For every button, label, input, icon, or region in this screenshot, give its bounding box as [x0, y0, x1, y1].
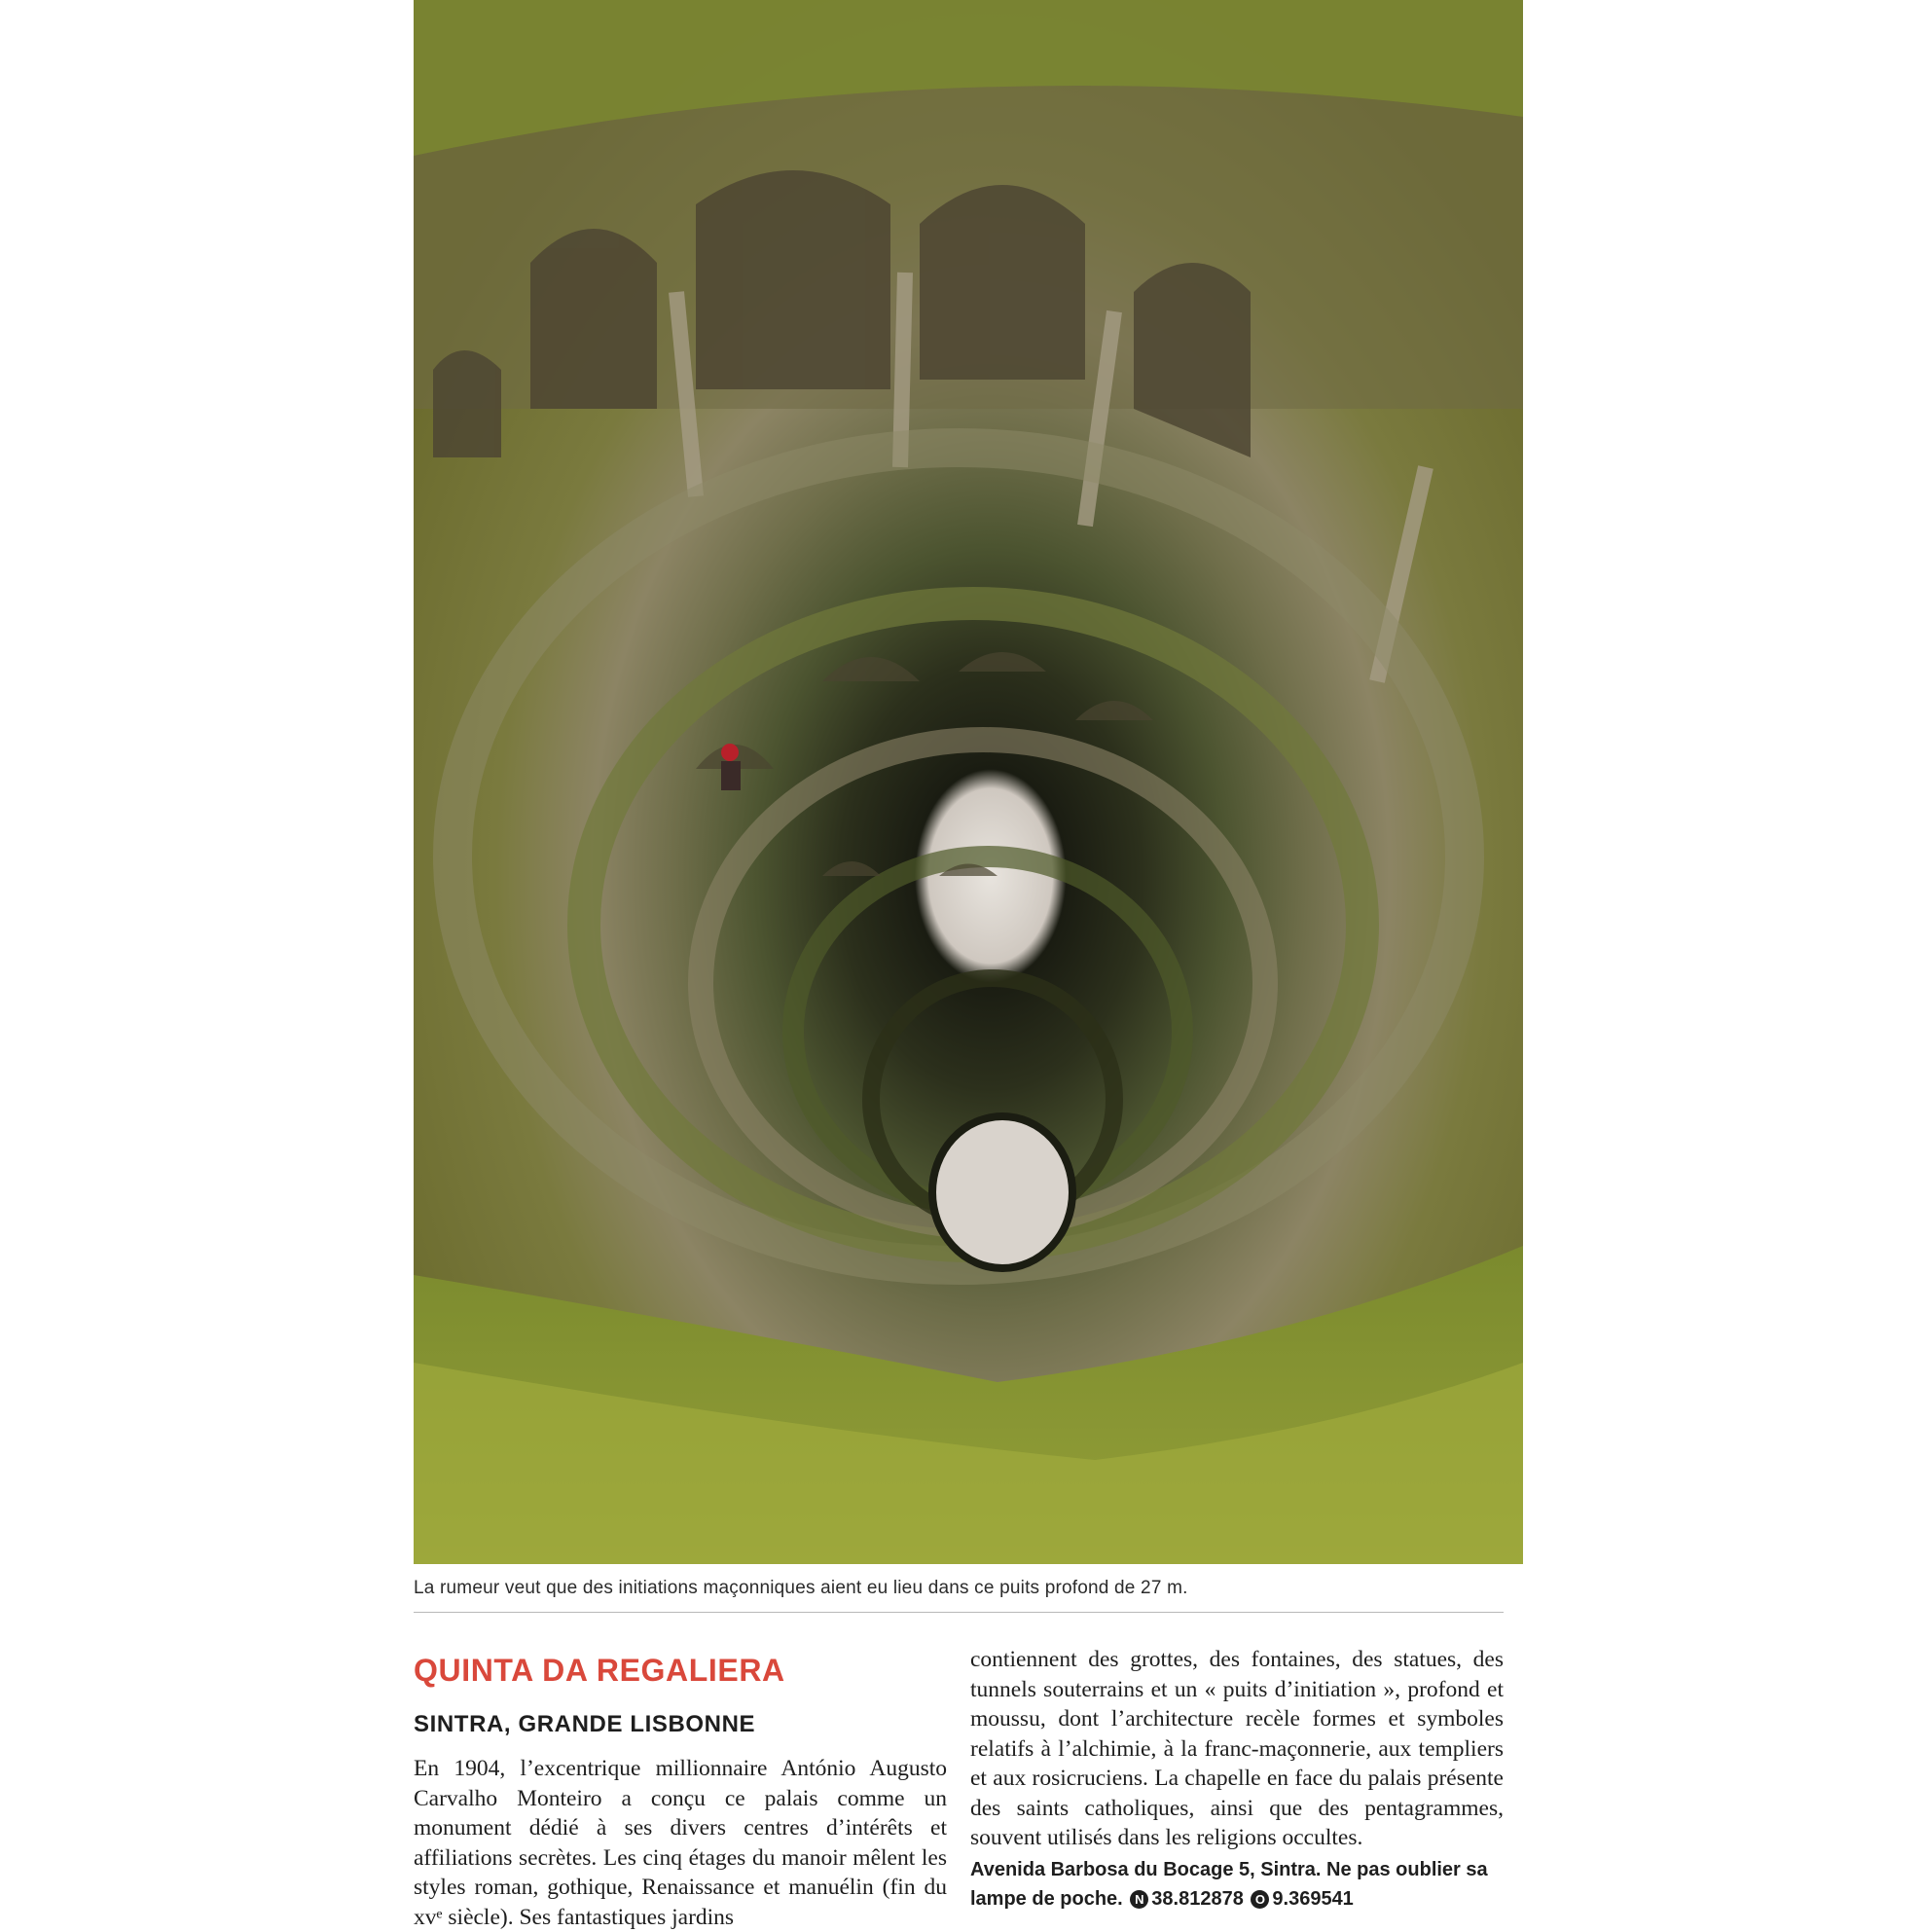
caption-divider	[414, 1612, 1504, 1613]
north-icon: N	[1130, 1890, 1148, 1909]
article-body-left: En 1904, l’excentrique millionnaire António Augusto Carvalho Monteiro a conçu ce palais comme un monument dédié à ses divers centres d’intérêts et affiliations secrètes. Les cinq étages du manoir mêlent les styles roman, gothique, Renaissance et manuélin (fin du xvᵉ siècle). Ses fantastiques jardins	[414, 1756, 947, 1930]
photo-caption: La rumeur veut que des initiations maçonniques aient eu lieu dans ce puits profond de 27 m.	[414, 1578, 1188, 1598]
spiral-well-photo	[414, 0, 1523, 1564]
west-icon: O	[1251, 1890, 1269, 1909]
address-line	[970, 1855, 1504, 1914]
left-column	[414, 1645, 947, 1932]
address-text: Avenida Barbosa du Bocage 5, Sintra. Ne pas oublier sa lampe de poche.	[970, 1858, 1488, 1910]
right-column	[970, 1645, 1504, 1914]
latitude: 38.812878	[1151, 1887, 1244, 1910]
article-body-right: contiennent des grottes, des fontaines, des statues, des tunnels souterrains et un « puits d’initiation », profond et moussu, dont l’architecture recèle formes et symboles relatifs à l’alchimie, à la franc-maçonnerie, aux templiers et aux rosicruciens. La chapelle en face du palais présente des saints catholiques, ainsi que des pentagrammes, souvent utilisés dans les religions occultes.	[970, 1647, 1504, 1850]
spiral-well-image	[414, 0, 1523, 1564]
article-title: QUINTA DA REGALIERA	[414, 1653, 785, 1688]
article-subtitle: SINTRA, GRANDE LISBONNE	[414, 1711, 756, 1737]
longitude: 9.369541	[1272, 1887, 1354, 1910]
